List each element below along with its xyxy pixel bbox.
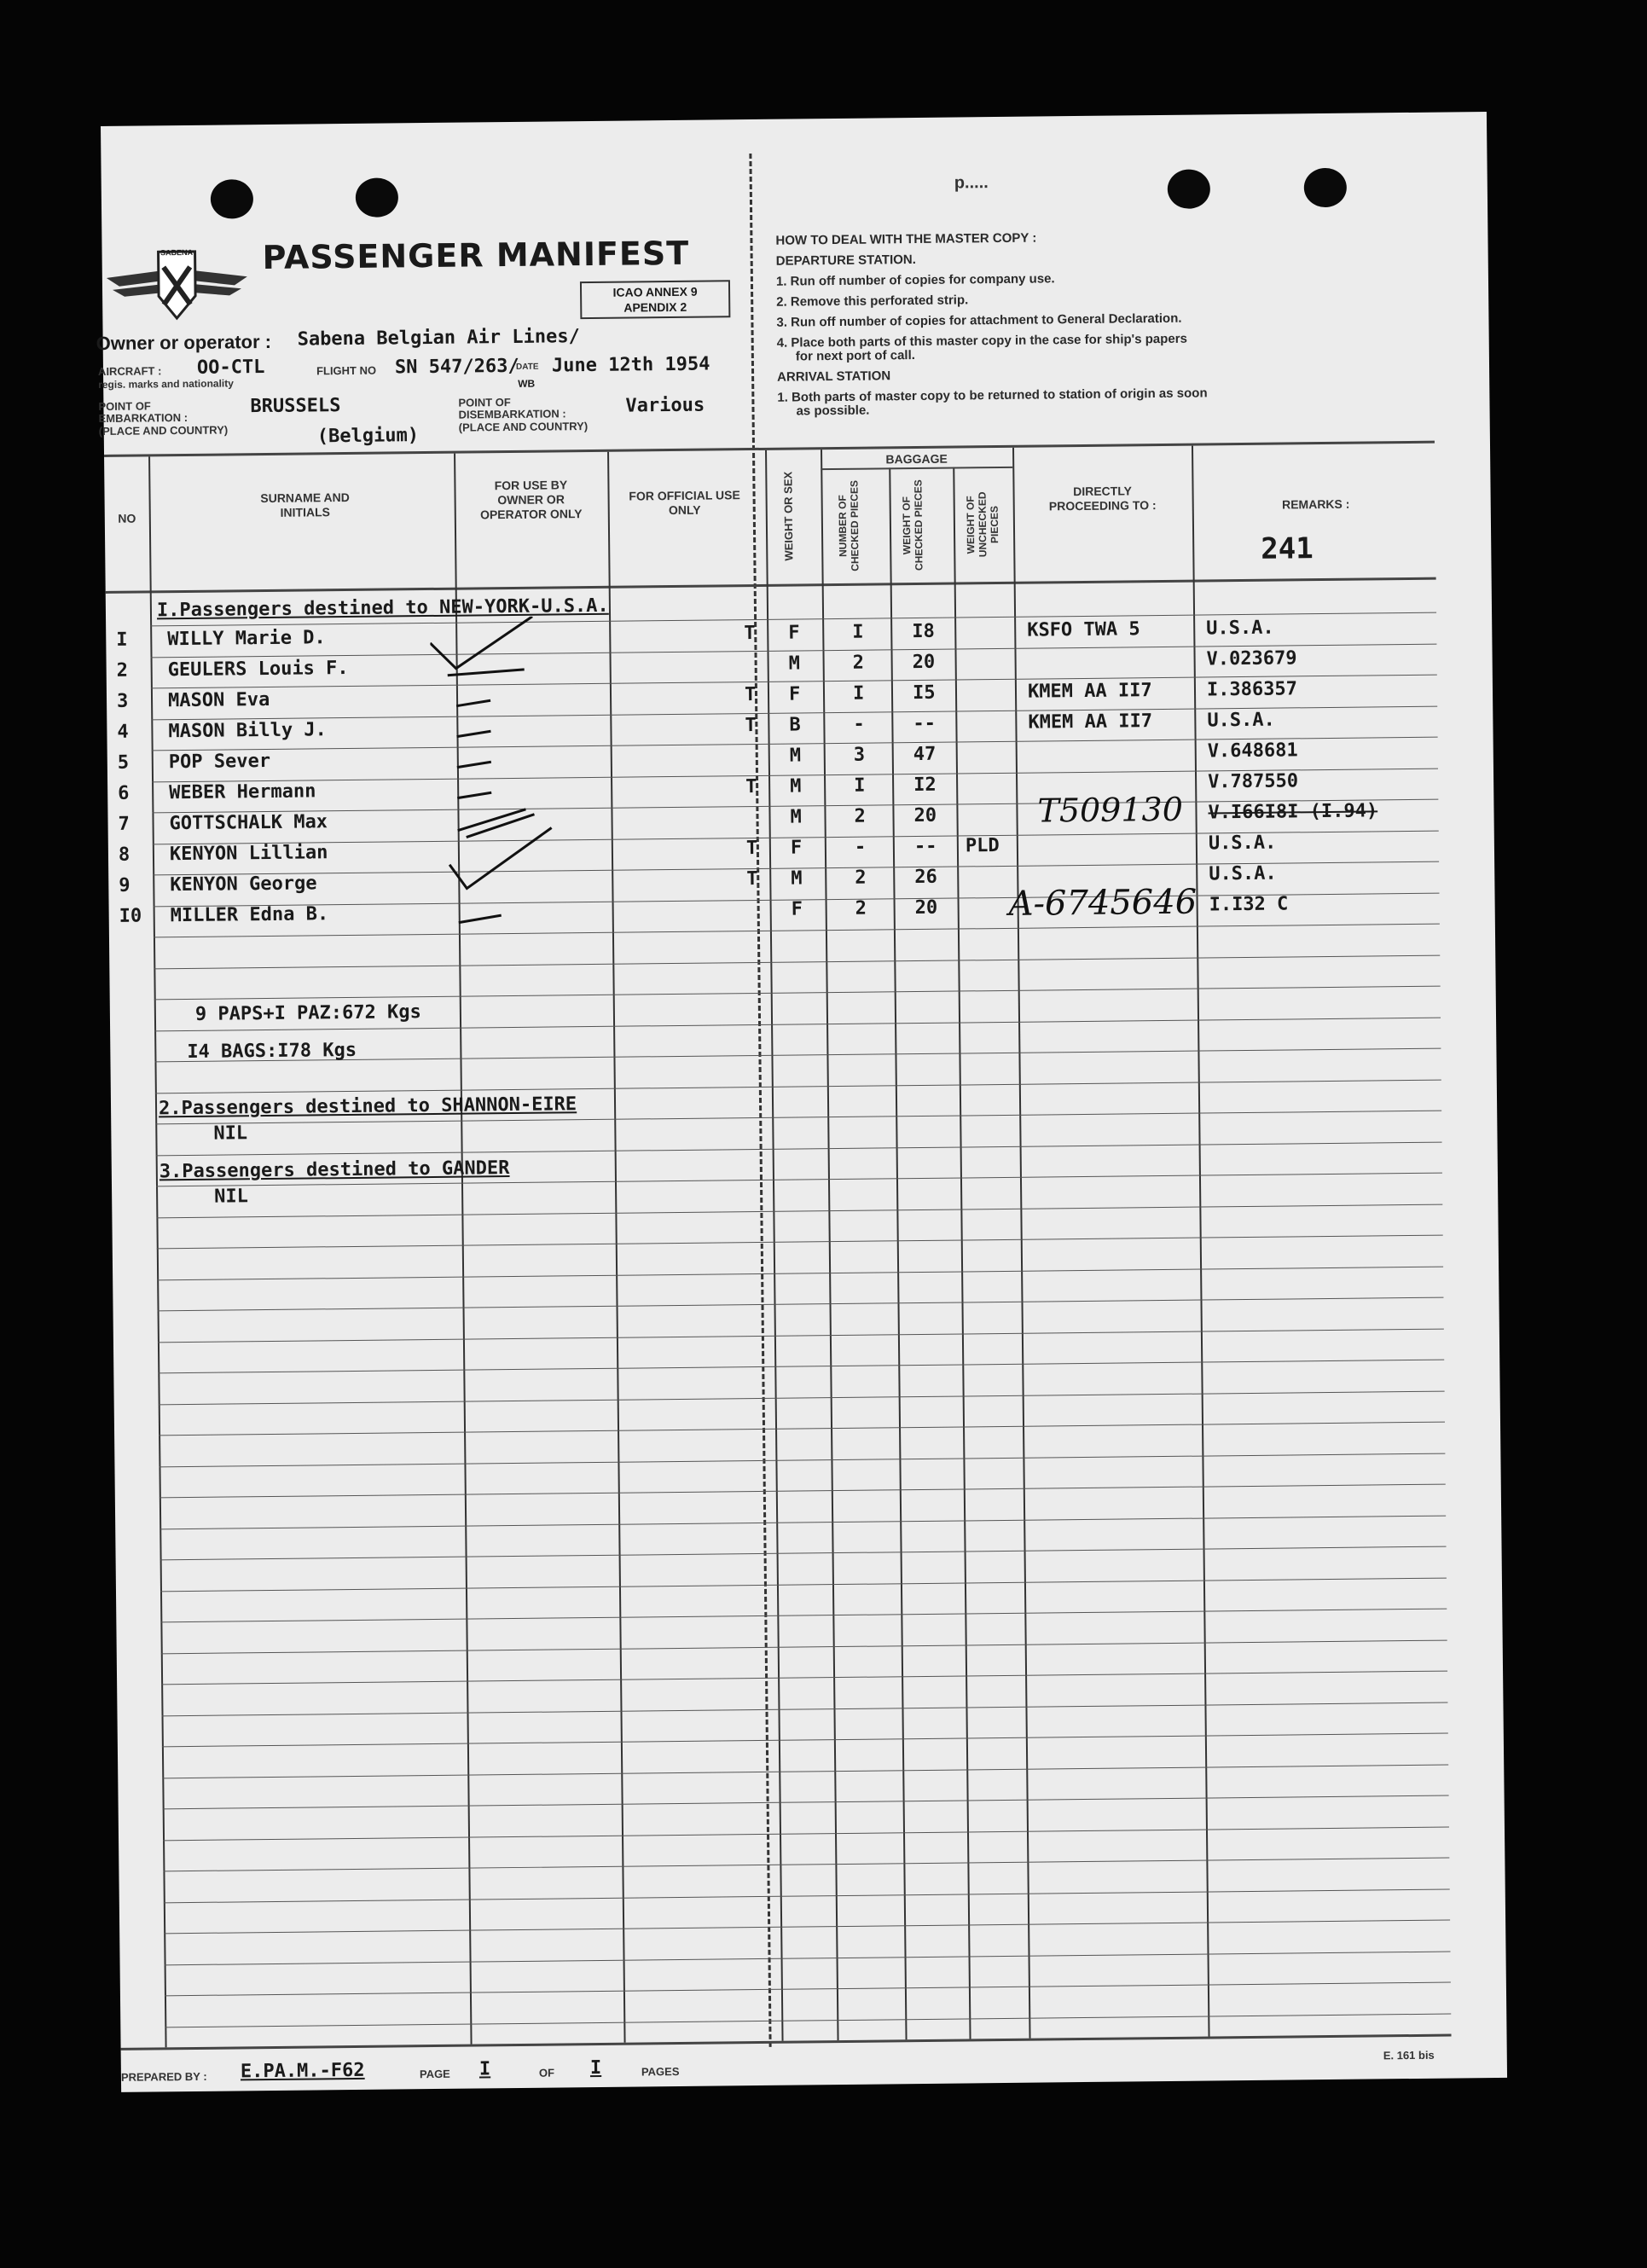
ruled-lines xyxy=(101,112,1487,126)
row-t: T xyxy=(744,683,757,706)
tick-mark xyxy=(459,915,502,923)
row-sex: B xyxy=(789,714,801,736)
row-sex: F xyxy=(790,837,803,859)
row-remarks: U.S.A. xyxy=(1206,617,1274,640)
row-pieces: - xyxy=(853,713,865,735)
ruled-line xyxy=(161,1671,1447,1685)
col-checked-weight: WEIGHT OF CHECKED PIECES xyxy=(900,479,925,571)
col-proceeding: DIRECTLY PROCEEDING TO : xyxy=(1048,484,1157,513)
row-name: GOTTSCHALK Max xyxy=(169,811,328,835)
row-dest: KMEM AA II7 xyxy=(1028,711,1153,734)
ruled-line xyxy=(162,1702,1448,1717)
check-mark xyxy=(430,617,533,669)
row-remarks: I.I32 C xyxy=(1209,893,1289,916)
total-passengers: 9 PAPS+I PAZ:672 Kgs xyxy=(194,1001,421,1025)
section-2-heading: 2.Passengers destined to SHANNON-EIRE xyxy=(158,1093,577,1120)
row-pieces: 2 xyxy=(855,897,867,919)
logo-text: SABENA xyxy=(159,247,194,258)
page-title: PASSENGER MANIFEST xyxy=(262,234,690,277)
ruled-line xyxy=(157,1267,1443,1281)
row-name: WILLY Marie D. xyxy=(167,627,326,651)
stamp-number: 241 xyxy=(1261,531,1314,566)
tick-mark xyxy=(456,700,490,705)
flight-sub: WB xyxy=(518,377,536,390)
section-3-heading: 3.Passengers destined to GANDER xyxy=(159,1157,510,1183)
row-no: 5 xyxy=(117,751,130,774)
ruled-line xyxy=(163,1795,1449,1810)
row-name: GEULERS Louis F. xyxy=(167,657,349,682)
icao-line2: APENDIX 2 xyxy=(623,299,687,315)
row-dest: KMEM AA II7 xyxy=(1027,680,1152,703)
ruled-line xyxy=(164,1889,1450,1904)
row-dest: KSFO TWA 5 xyxy=(1027,618,1140,641)
ruled-line xyxy=(165,1982,1451,1997)
row-weight: 20 xyxy=(913,804,937,827)
ruled-line xyxy=(163,1827,1449,1842)
ruled-line xyxy=(160,1546,1447,1561)
row-no: 8 xyxy=(118,844,130,866)
ruled-line xyxy=(165,1952,1451,1966)
instruction-4b: for next port of call. xyxy=(795,348,915,364)
page-value: I xyxy=(478,2058,491,2080)
row-t: T xyxy=(745,775,757,798)
date-value: June 12th 1954 xyxy=(551,353,710,377)
handwritten-row10: A-6745646 xyxy=(1008,882,1198,924)
row-pieces: 3 xyxy=(853,744,866,766)
disembarkation-value: Various xyxy=(625,394,705,417)
ruled-line xyxy=(159,1453,1445,1468)
row-no: 3 xyxy=(116,690,129,712)
date-label: DATE xyxy=(515,362,539,372)
row-pieces: I xyxy=(854,774,866,797)
ruled-line xyxy=(162,1733,1448,1748)
tick-mark xyxy=(457,792,491,798)
row-name: MILLER Edna B. xyxy=(170,903,329,927)
prepared-label: PREPARED BY : xyxy=(120,2069,207,2084)
row-sex: F xyxy=(788,622,800,644)
arrival-1: 1. Both parts of master copy to be returned to station of origin as soon xyxy=(777,386,1208,405)
prepared-value: E.PA.M.-F62 xyxy=(240,2059,365,2083)
punch-hole xyxy=(1304,168,1347,208)
ruled-line xyxy=(158,1329,1444,1343)
icao-line1: ICAO ANNEX 9 xyxy=(612,284,698,299)
row-pieces: 2 xyxy=(855,867,867,889)
col-weight-sex: WEIGHT OR SEX xyxy=(781,472,796,562)
ruled-line xyxy=(160,1609,1447,1623)
ruled-line xyxy=(157,1235,1443,1250)
col-unchecked-weight: WEIGHT OF UNCHECKED PIECES xyxy=(964,491,1001,558)
disembarkation-sub: (PLACE AND COUNTRY) xyxy=(458,420,589,434)
aircraft-label: AIRCRAFT : xyxy=(97,364,162,379)
instruction-1: 1. Run off number of copies for company use. xyxy=(775,271,1055,289)
ruled-line xyxy=(162,1765,1448,1779)
row-unchecked: PLD xyxy=(965,835,1000,857)
row-weight: 47 xyxy=(913,743,937,766)
row-sex: M xyxy=(790,775,802,798)
ruled-line xyxy=(163,1858,1449,1872)
tick-mark xyxy=(457,809,534,838)
col-official: FOR OFFICIAL USE ONLY xyxy=(629,488,740,518)
of-value: I xyxy=(589,2056,602,2079)
ruled-line xyxy=(160,1578,1447,1592)
ruled-line xyxy=(158,1297,1444,1312)
row-weight: I5 xyxy=(912,682,936,705)
perforation-line xyxy=(749,154,771,2047)
row-pieces: 2 xyxy=(852,652,865,674)
ruled-line xyxy=(156,1142,1442,1157)
row-no: 9 xyxy=(119,874,130,896)
instructions-title: HOW TO DEAL WITH THE MASTER COPY : xyxy=(775,230,1037,248)
embarkation-label: POINT OF EMBARKATION : xyxy=(98,399,188,426)
ruled-line xyxy=(154,986,1441,1001)
col-surname: SURNAME AND INITIALS xyxy=(260,490,350,519)
row-name: MASON Billy J. xyxy=(168,719,327,743)
row-remarks: V.I66I8I (I.94) xyxy=(1208,800,1378,824)
tick-mark xyxy=(457,762,491,767)
row-sex: M xyxy=(788,653,801,675)
row-remarks: U.S.A. xyxy=(1209,862,1277,885)
section-3-value: NIL xyxy=(214,1186,249,1208)
row-remarks: U.S.A. xyxy=(1208,832,1277,855)
row-name: MASON Eva xyxy=(167,688,270,712)
of-label: OF xyxy=(538,2066,555,2079)
flight-value: SN 547/263/ xyxy=(394,355,519,379)
col-no: NO xyxy=(118,511,136,525)
table-top-rule xyxy=(104,441,1435,457)
row-no: 6 xyxy=(118,782,130,804)
pages-label: PAGES xyxy=(641,2065,680,2079)
row-sex: F xyxy=(791,898,803,920)
col-remarks: REMARKS : xyxy=(1281,496,1350,512)
tick-mark xyxy=(448,670,525,676)
header-bottom-rule xyxy=(106,577,1436,594)
col-baggage: BAGGAGE xyxy=(885,451,948,467)
tick-mark xyxy=(456,731,490,736)
ruled-line xyxy=(159,1391,1445,1406)
owner-value: Sabena Belgian Air Lines/ xyxy=(297,326,580,351)
row-t: T xyxy=(745,714,757,737)
section-1-heading: I.Passengers destined to NEW-YORK-U.S.A. xyxy=(156,595,609,622)
arrival-1b: as possible. xyxy=(796,403,870,419)
sabena-logo xyxy=(101,235,252,331)
page-label: PAGE xyxy=(419,2067,450,2081)
row-pieces: I xyxy=(852,621,864,643)
row-pieces: 2 xyxy=(854,805,866,827)
total-bags: I4 BAGS:I78 Kgs xyxy=(187,1039,357,1063)
embarkation-value: BRUSSELS xyxy=(250,395,341,418)
ruled-line xyxy=(154,955,1440,970)
row-sex: M xyxy=(791,867,803,890)
regis-label: regis. marks and nationality xyxy=(98,377,234,392)
scribble: p..... xyxy=(954,173,989,193)
col-checked-pieces: NUMBER OF CHECKED PIECES xyxy=(836,480,861,572)
ruled-line xyxy=(165,2014,1451,2028)
row-pieces: I xyxy=(852,682,865,705)
ruled-line xyxy=(156,1204,1442,1219)
punch-hole xyxy=(356,177,398,218)
ruled-line xyxy=(158,1360,1444,1374)
ruled-line xyxy=(164,1920,1450,1934)
instruction-3: 3. Run off number of copies for attachment to General Declaration. xyxy=(776,310,1182,330)
row-pieces: - xyxy=(854,836,867,858)
row-remarks: U.S.A. xyxy=(1207,709,1275,732)
row-weight: 26 xyxy=(914,866,937,889)
arrival-heading: ARRIVAL STATION xyxy=(777,368,891,385)
instruction-4: 4. Place both parts of this master copy in the case for ship's papers xyxy=(776,331,1187,351)
row-name: POP Sever xyxy=(168,750,271,774)
row-weight: 20 xyxy=(914,896,938,919)
ruled-line xyxy=(161,1640,1447,1655)
ruled-line xyxy=(159,1422,1445,1436)
ruled-line xyxy=(159,1516,1446,1530)
flight-label: FLIGHT NO xyxy=(316,363,377,378)
row-name: KENYON George xyxy=(170,873,317,896)
row-weight: I8 xyxy=(912,620,935,643)
aircraft-value: OO-CTL xyxy=(196,357,265,379)
row-remarks: V.787550 xyxy=(1207,770,1299,793)
instruction-2: 2. Remove this perforated strip. xyxy=(776,293,969,310)
row-no: 4 xyxy=(117,721,129,743)
owner-label: Owner or operator : xyxy=(96,330,272,355)
row-sex: M xyxy=(790,806,802,828)
col-owner-use: FOR USE BY OWNER OR OPERATOR ONLY xyxy=(479,478,583,522)
row-weight: -- xyxy=(913,835,937,858)
row-no: I xyxy=(116,629,128,651)
punch-hole xyxy=(211,179,253,219)
embarkation-sub: (PLACE AND COUNTRY) xyxy=(98,423,229,438)
row-weight: 20 xyxy=(912,651,936,674)
ruled-line xyxy=(155,1080,1441,1094)
row-name: KENYON Lillian xyxy=(169,842,328,866)
row-t: T xyxy=(745,837,758,860)
row-weight: I2 xyxy=(913,774,937,797)
row-t: T xyxy=(746,867,758,890)
row-remarks: V.023679 xyxy=(1206,647,1297,670)
row-remarks: V.648681 xyxy=(1207,740,1298,763)
row-sex: M xyxy=(789,745,802,767)
row-no: I0 xyxy=(119,905,142,927)
row-no: 2 xyxy=(116,659,129,682)
row-remarks: I.386357 xyxy=(1206,678,1298,701)
disembarkation-label: POINT OF DISEMBARKATION : xyxy=(458,395,566,421)
check-marks xyxy=(430,615,655,942)
departure-heading: DEPARTURE STATION. xyxy=(775,252,916,269)
form-code: E. 161 bis xyxy=(1383,2048,1435,2062)
row-t: T xyxy=(744,622,756,645)
section-2-value: NIL xyxy=(213,1122,248,1145)
handwritten-row7: T509130 xyxy=(1037,790,1184,830)
row-name: WEBER Hermann xyxy=(169,780,316,804)
row-sex: F xyxy=(788,683,801,705)
punch-hole xyxy=(1168,169,1210,209)
icao-box xyxy=(580,280,730,319)
row-no: 7 xyxy=(118,813,130,835)
manifest-page xyxy=(96,112,1507,2092)
row-weight: -- xyxy=(913,712,937,735)
check-mark xyxy=(449,828,553,889)
ruled-line xyxy=(159,1484,1446,1499)
embarkation-country: (Belgium) xyxy=(316,425,420,448)
table-bottom-rule xyxy=(121,2034,1452,2050)
